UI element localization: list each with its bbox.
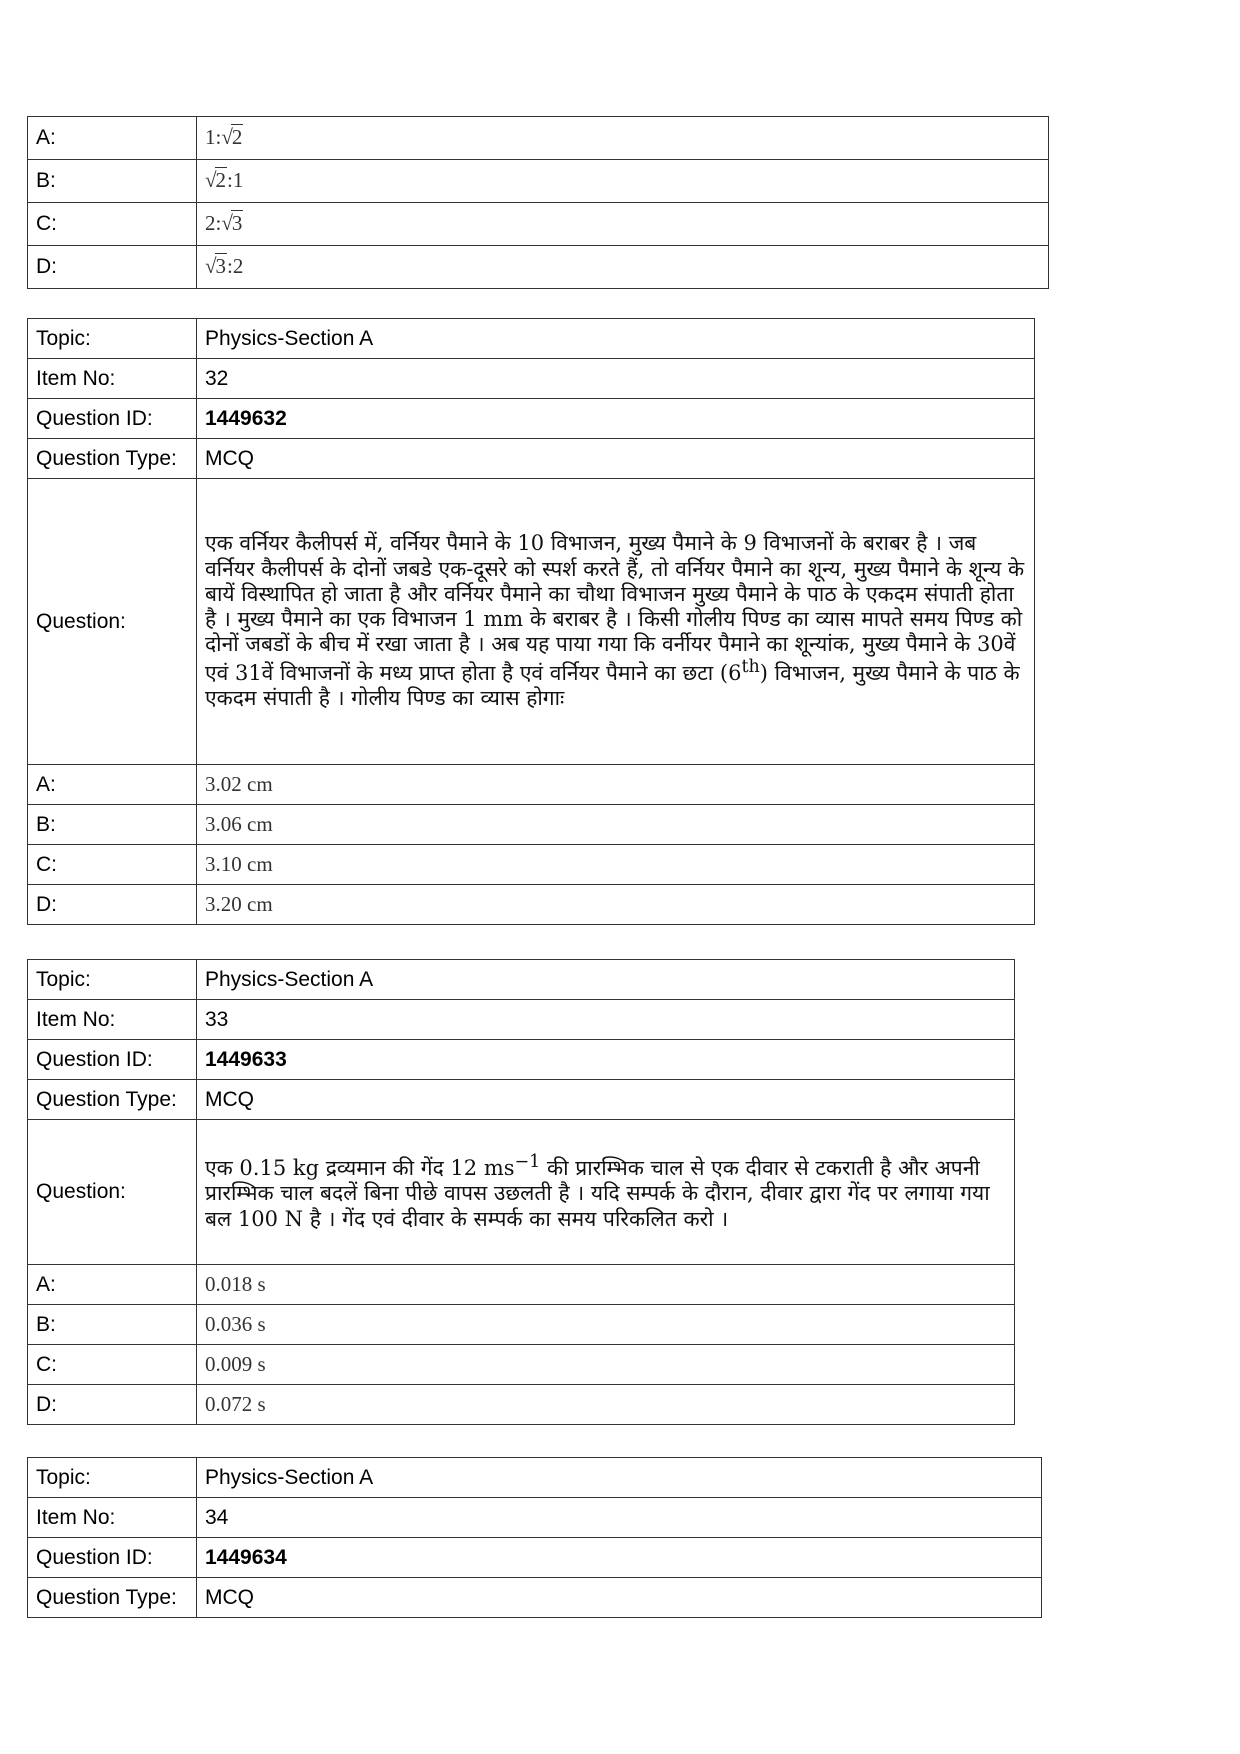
option-row: [28, 885, 1035, 925]
option-value: 3.10 cm: [197, 845, 1035, 885]
sqrt-sign: [205, 168, 227, 193]
item-no-row: [28, 1000, 1015, 1040]
question-row: [28, 479, 1035, 765]
item-no-row: [28, 359, 1035, 399]
option-post: :1: [227, 168, 244, 193]
question-id-row: [28, 399, 1035, 439]
option-label: C:: [28, 1345, 197, 1385]
option-value: 3.02 cm: [197, 765, 1035, 805]
option-row: [28, 845, 1035, 885]
question-text-part-2: ) विभाजन, मुख्य पैमाने के पाठ के एकदम संपाती है । गोलीय पिण्ड का व्यास होगाः: [205, 661, 1020, 711]
question-type-label: Question Type:: [28, 439, 197, 479]
sqrt-symbol: √: [205, 168, 217, 193]
question-id-value: 1449633: [197, 1040, 1015, 1080]
option-value: 0.009 s: [197, 1345, 1015, 1385]
item-no-label: Item No:: [28, 1000, 197, 1040]
question-id-value: 1449632: [197, 399, 1035, 439]
option-value: 0.072 s: [197, 1385, 1015, 1425]
topic-row: [28, 319, 1035, 359]
question-type-row: [28, 1080, 1015, 1120]
option-label: A:: [28, 117, 197, 160]
question-31-options-table: [27, 116, 1049, 289]
option-row: [28, 1385, 1015, 1425]
topic-value: Physics-Section A: [197, 1458, 1042, 1498]
option-row: [28, 117, 1049, 160]
option-row: [28, 765, 1035, 805]
option-label: B:: [28, 1305, 197, 1345]
radicand: 3: [215, 254, 227, 279]
item-no-value: 33: [197, 1000, 1015, 1040]
option-label: D:: [28, 246, 197, 289]
option-row: [28, 246, 1049, 289]
question-text-part-2: की प्रारम्भिक चाल से एक दीवार से टकराती है और अपनी प्रारम्भिक चाल बदलें बिना पीछे वापस उछलती है । यदि सम्पर्क के दौरान, दीवार द्वारा गेंद पर लगाया गया बल 100 N है । गेंद एवं दीवार के सम्पर्क का समय परिकलित करो ।: [205, 1156, 990, 1231]
sqrt-sign: [205, 254, 227, 279]
option-label: C:: [28, 845, 197, 885]
question-id-row: [28, 1538, 1042, 1578]
question-type-value: MCQ: [197, 1080, 1015, 1120]
question-superscript: −1: [514, 1152, 541, 1173]
sqrt-sign: [221, 125, 243, 150]
question-text: [197, 479, 1035, 765]
option-label: B:: [28, 805, 197, 845]
option-post: :2: [227, 254, 244, 279]
option-value: [197, 117, 1049, 160]
question-type-row: [28, 439, 1035, 479]
item-no-value: 34: [197, 1498, 1042, 1538]
option-label: A:: [28, 1265, 197, 1305]
option-row: [28, 1345, 1015, 1385]
question-type-label: Question Type:: [28, 1080, 197, 1120]
radicand: 3: [231, 211, 243, 236]
topic-label: Topic:: [28, 960, 197, 1000]
option-pre: 2:: [205, 211, 222, 236]
option-value: [197, 246, 1049, 289]
item-no-label: Item No:: [28, 359, 197, 399]
radicand: 2: [215, 168, 227, 193]
question-id-label: Question ID:: [28, 1040, 197, 1080]
question-33-table: [27, 959, 1015, 1425]
option-row: [28, 203, 1049, 246]
question-text-part-1: एक वर्नियर कैलीपर्स में, वर्नियर पैमाने के 10 विभाजन, मुख्य पैमाने के 9 विभाजनों के बराबर है । जब वर्नियर कैलीपर्स के दोनों जबडे एक-दूसरे को स्पर्श करते हैं, तो वर्नियर पैमाने का शून्य, मुख्य पैमाने के शून्य के बायें विस्थापित हो जाता है और वर्नियर पैमाने का चौथा विभाजन मुख्य पैमाने के पाठ के एकदम संपाती होता है । मुख्य पैमाने का एक विभाजन 1 mm के बराबर है । किसी गोलीय पिण्ड का व्यास मापते समय पिण्ड को दोनों जबडों के बीच में रखा जाता है । अब यह पाया गया कि वर्नीयर पैमाने का शून्यांक, मुख्य पैमाने के 30वें एवं 31वें विभाजनों के मध्य प्राप्त होता है एवं वर्नियर पैमाने का छटा (6: [205, 531, 1025, 686]
option-row: [28, 1265, 1015, 1305]
question-superscript: th: [741, 657, 760, 678]
question-id-label: Question ID:: [28, 1538, 197, 1578]
question-34-table: [27, 1457, 1042, 1618]
question-text: [197, 1120, 1015, 1265]
option-row: [28, 160, 1049, 203]
option-pre: 1:: [205, 125, 222, 150]
option-value: 3.06 cm: [197, 805, 1035, 845]
question-label: Question:: [28, 479, 197, 765]
topic-value: Physics-Section A: [197, 319, 1035, 359]
option-value: 0.018 s: [197, 1265, 1015, 1305]
topic-row: [28, 960, 1015, 1000]
option-label: D:: [28, 885, 197, 925]
option-row: [28, 1305, 1015, 1345]
topic-label: Topic:: [28, 1458, 197, 1498]
option-label: D:: [28, 1385, 197, 1425]
sqrt-symbol: √: [205, 254, 217, 279]
sqrt-symbol: √: [221, 211, 233, 236]
question-row: [28, 1120, 1015, 1265]
question-id-row: [28, 1040, 1015, 1080]
sqrt-sign: [221, 211, 243, 236]
item-no-value: 32: [197, 359, 1035, 399]
radicand: 2: [231, 125, 243, 150]
question-id-value: 1449634: [197, 1538, 1042, 1578]
option-value: [197, 160, 1049, 203]
option-value: 3.20 cm: [197, 885, 1035, 925]
question-type-row: [28, 1578, 1042, 1618]
question-text-part-1: एक 0.15 kg द्रव्यमान की गेंद 12 ms: [205, 1156, 515, 1181]
option-value: [197, 203, 1049, 246]
option-value: 0.036 s: [197, 1305, 1015, 1345]
item-no-label: Item No:: [28, 1498, 197, 1538]
topic-row: [28, 1458, 1042, 1498]
topic-value: Physics-Section A: [197, 960, 1015, 1000]
question-32-table: [27, 318, 1035, 925]
item-no-row: [28, 1498, 1042, 1538]
sqrt-symbol: √: [221, 125, 233, 150]
option-label: C:: [28, 203, 197, 246]
question-label: Question:: [28, 1120, 197, 1265]
question-type-label: Question Type:: [28, 1578, 197, 1618]
option-row: [28, 805, 1035, 845]
question-type-value: MCQ: [197, 1578, 1042, 1618]
option-label: A:: [28, 765, 197, 805]
question-type-value: MCQ: [197, 439, 1035, 479]
question-id-label: Question ID:: [28, 399, 197, 439]
topic-label: Topic:: [28, 319, 197, 359]
option-label: B:: [28, 160, 197, 203]
